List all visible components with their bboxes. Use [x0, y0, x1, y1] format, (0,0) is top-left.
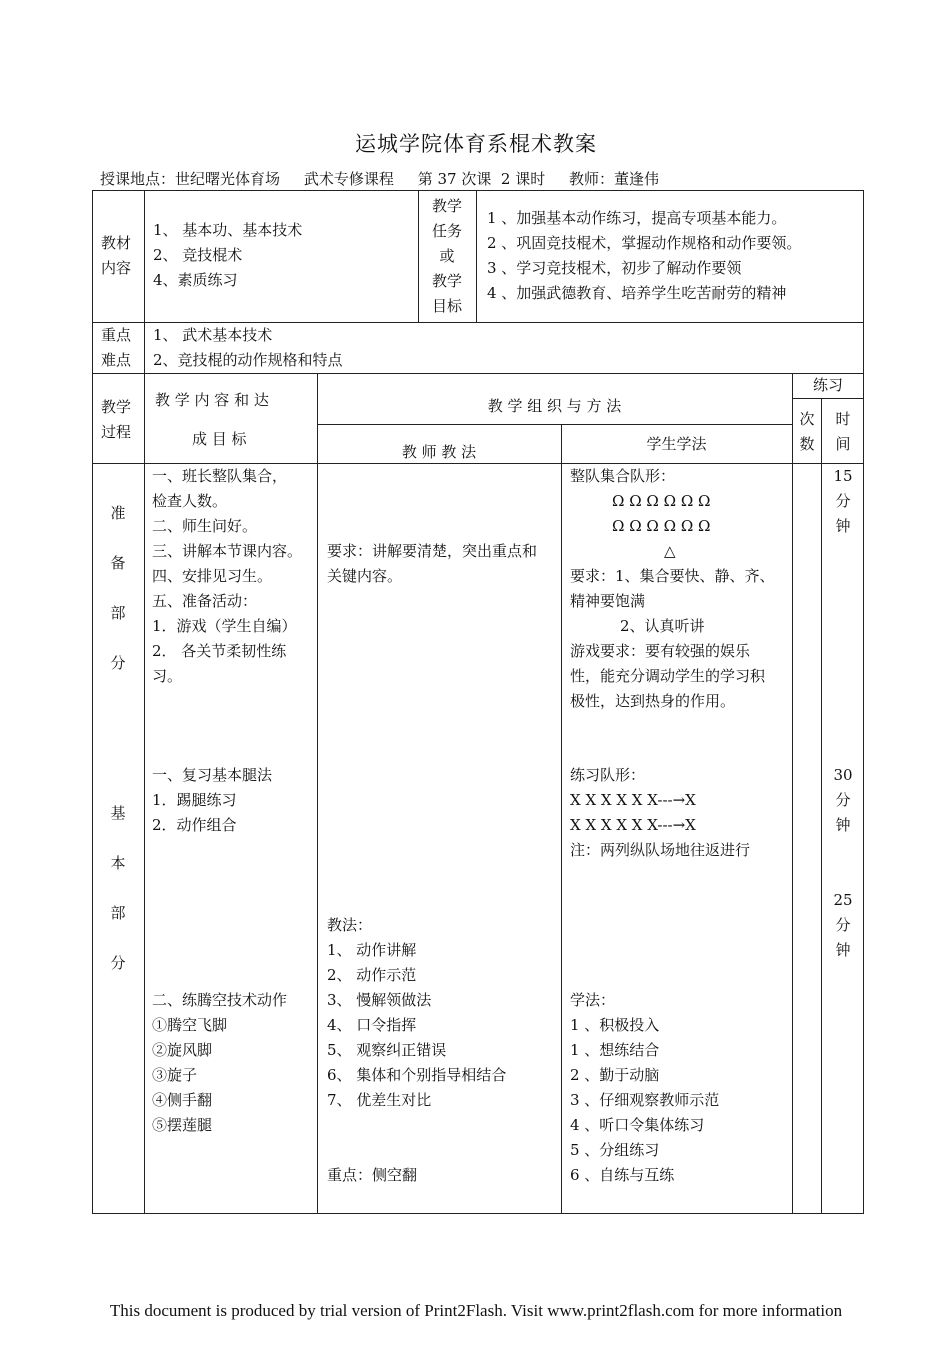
info-session: 第 37 次课 2 课时: [417, 170, 546, 188]
page-title: 运城学院体育系棍术教案: [355, 132, 597, 156]
content-label: 教材 内容: [101, 234, 132, 277]
trial-footer: This document is produced by trial version of Print2Flash. Visit www.print2flash.com for more information: [109, 1301, 843, 1320]
content-header-2: 成 目 标: [192, 430, 247, 448]
basic-time-review: 30 分 钟: [833, 766, 853, 834]
prep-teacher: 要求：讲解要清楚，突出重点和 关键内容。: [327, 542, 538, 585]
basic-student-formation: 练习队形： X X X X X X---→X X X X X X X---→X 注：两列纵队场地往返进行: [570, 766, 751, 859]
key-label: 重点 难点: [101, 326, 132, 369]
prep-section-label: 准 备 部 分: [110, 504, 126, 672]
content-items: 1、 基本功、基本技术 2、 竞技棍术 4、素质练习: [153, 221, 303, 289]
lesson-info: [100, 168, 659, 189]
practice-header: 练习: [812, 376, 843, 394]
info-course: 武术专修课程: [303, 170, 394, 188]
info-teacher: 教师：董逢伟: [569, 170, 660, 188]
basic-content-review: 一、复习基本腿法 1．踢腿练习 2．动作组合: [152, 766, 273, 834]
prep-content: 一、班长整队集合， 检查人数。 二、师生问好。 三、讲解本节课内容。 四、安排见习生。 五、准备活动： 1．游戏（学生自编） 2． 各关节柔韧性练 习。: [152, 467, 303, 685]
info-location: 授课地点：世纪曙光体育场: [100, 170, 281, 188]
basic-content-aerial: 二、练腾空技术动作 ①腾空飞脚 ②旋风脚 ③旋子 ④侧手翻 ⑤摆莲腿: [152, 991, 288, 1134]
key-items: 1、 武术基本技术 2、竞技棍的动作规格和特点: [153, 326, 343, 369]
task-label: 教学 任务 或 教学 目标: [431, 197, 462, 315]
basic-student-method: 学法： 1 、积极投入 1 、想练结合 2 、勤于动脑 3 、仔细观察教师示范 4 、听口令集体练习 5 、分组练习 6 、自练与互练: [570, 991, 720, 1184]
basic-section-label: 基 本 部 分: [110, 804, 126, 972]
basic-teacher-key: 重点：侧空翻: [327, 1166, 418, 1184]
teacher-method-header: 教 师 教 法: [401, 443, 477, 461]
basic-time-aerial: 25 分 钟: [833, 891, 853, 959]
times-header: 次 数: [799, 410, 815, 453]
time-header: 时 间: [835, 410, 851, 453]
basic-teacher: 教法： 1、 动作讲解 2、 动作示范 3、 慢解领做法 4、 口令指挥 5、 观察纠正错误 6、 集体和个别指导相结合 7、 优差生对比: [327, 916, 507, 1109]
content-header-1: 教 学 内 容 和 达: [155, 391, 269, 409]
org-header: 教 学 组 织 与 方 法: [487, 397, 622, 415]
student-method-header: 学生学法: [646, 435, 707, 453]
process-header: 教学 过程: [101, 398, 132, 441]
prep-time: 15 分 钟: [833, 467, 853, 535]
prep-student: 整队集合队形： Ω Ω Ω Ω Ω Ω Ω Ω Ω Ω Ω Ω △ 要求：1、集合要快、静、齐、 精神要饱满 2、认真听讲 游戏要求：要有较强的娱乐 性，能充分调动学生的学习积 极性，达到热身的作用。: [570, 467, 775, 710]
goals-list: 1 、加强基本动作练习，提高专项基本能力。 2 、巩固竞技棍术，掌握动作规格和动作要领。 3 、学习竞技棍术，初步了解动作要领 4 、加强武德教育、培养学生吃苦耐劳的精神: [487, 209, 802, 302]
